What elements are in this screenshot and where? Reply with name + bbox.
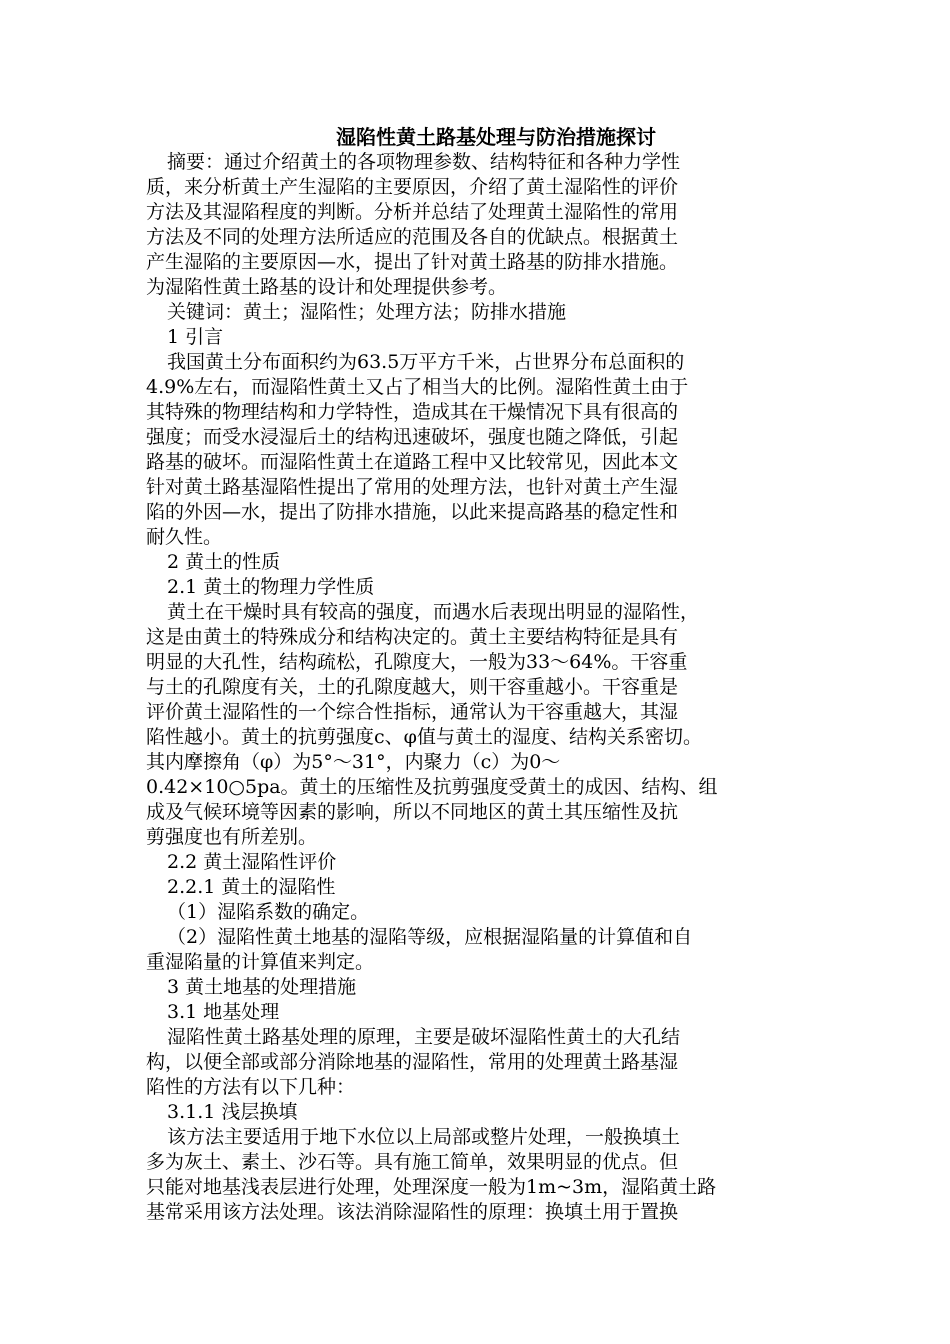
text-line: 明显的大孔性，结构疏松，孔隙度大，一般为33～64%。干容重: [146, 651, 688, 673]
text-line: 多为灰土、素土、沙石等。具有施工简单，效果明显的优点。但: [146, 1151, 679, 1173]
text-line: 基常采用该方法处理。该法消除湿陷性的原理：换填土用于置换: [146, 1201, 679, 1223]
text-line: 4.9%左右，而湿陷性黄土又占了相当大的比例。湿陷性黄土由于: [146, 376, 689, 398]
text-line: 其特殊的物理结构和力学特性，造成其在干燥情况下具有很高的: [146, 401, 679, 423]
document-body: [146, 150, 806, 1225]
text-line: 2 黄土的性质: [167, 551, 281, 573]
text-line: 耐久性。: [146, 526, 223, 548]
text-line: 2.2 黄土湿陷性评价: [167, 851, 337, 873]
text-line: 陷性越小。黄土的抗剪强度c、φ值与黄土的湿度、结构关系密切。: [146, 726, 702, 748]
text-line: 路基的破坏。而湿陷性黄土在道路工程中又比较常见，因此本文: [146, 451, 679, 473]
text-line: 3.1 地基处理: [167, 1001, 280, 1023]
text-line: 构，以便全部或部分消除地基的湿陷性，常用的处理黄土路基湿: [146, 1051, 679, 1073]
text-line: 我国黄土分布面积约为63.5万平方千米，占世界分布总面积的: [167, 351, 685, 373]
text-line: 3 黄土地基的处理措施: [167, 976, 357, 998]
text-line: 0.42×10○5pa。黄土的压缩性及抗剪强度受黄土的成因、结构、组: [146, 776, 718, 798]
text-line: 剪强度也有所差别。: [146, 826, 318, 848]
text-line: 方法及不同的处理方法所适应的范围及各自的优缺点。根据黄土: [146, 226, 679, 248]
text-line: 其内摩擦角（φ）为5°～31°，内聚力（c）为0～: [146, 751, 561, 773]
text-line: 只能对地基浅表层进行处理，处理深度一般为1m~3m，湿陷黄土路: [146, 1176, 717, 1198]
text-line: 陷性的方法有以下几种：: [146, 1076, 356, 1098]
text-line: 产生湿陷的主要原因—水，提出了针对黄土路基的防排水措施。: [146, 251, 679, 273]
document-page: [146, 124, 806, 1225]
text-line: 3.1.1 浅层换填: [167, 1101, 298, 1123]
text-line: 黄土在干燥时具有较高的强度，而遇水后表现出明显的湿陷性，: [167, 601, 700, 623]
text-line: 方法及其湿陷程度的判断。分析并总结了处理黄土湿陷性的常用: [146, 201, 679, 223]
text-line: 摘要：通过介绍黄土的各项物理参数、结构特征和各种力学性: [167, 151, 681, 173]
text-line: 1 引言: [167, 326, 224, 348]
text-line: 与土的孔隙度有关，土的孔隙度越大，则干容重越小。干容重是: [146, 676, 679, 698]
text-line: 针对黄土路基湿陷性提出了常用的处理方法，也针对黄土产生湿: [146, 476, 679, 498]
text-line: 这是由黄土的特殊成分和结构决定的。黄土主要结构特征是具有: [146, 626, 679, 648]
text-line: 关键词：黄土；湿陷性；处理方法；防排水措施: [167, 301, 567, 323]
text-line: 质，来分析黄土产生湿陷的主要原因，介绍了黄土湿陷性的评价: [146, 176, 679, 198]
text-line: 评价黄土湿陷性的一个综合性指标，通常认为干容重越大，其湿: [146, 701, 679, 723]
text-line: 2.1 黄土的物理力学性质: [167, 576, 375, 598]
text-line: 重湿陷量的计算值来判定。: [146, 951, 375, 973]
text-line: 该方法主要适用于地下水位以上局部或整片处理，一般换填土: [167, 1126, 681, 1148]
text-line: 成及气候环境等因素的影响，所以不同地区的黄土其压缩性及抗: [146, 801, 679, 823]
text-line: 陷的外因—水，提出了防排水措施，以此来提高路基的稳定性和: [146, 501, 679, 523]
text-line: 强度；而受水浸湿后土的结构迅速破坏，强度也随之降低，引起: [146, 426, 679, 448]
text-line: 为湿陷性黄土路基的设计和处理提供参考。: [146, 276, 508, 298]
text-line: （1）湿陷系数的确定。: [167, 901, 370, 923]
text-line: 湿陷性黄土路基处理的原理，主要是破坏湿陷性黄土的大孔结: [167, 1026, 681, 1048]
text-line: （2）湿陷性黄土地基的湿陷等级，应根据湿陷量的计算值和自: [167, 926, 693, 948]
text-line: 2.2.1 黄土的湿陷性: [167, 876, 336, 898]
document-title: 湿陷性黄土路基处理与防治措施探讨: [336, 125, 656, 149]
